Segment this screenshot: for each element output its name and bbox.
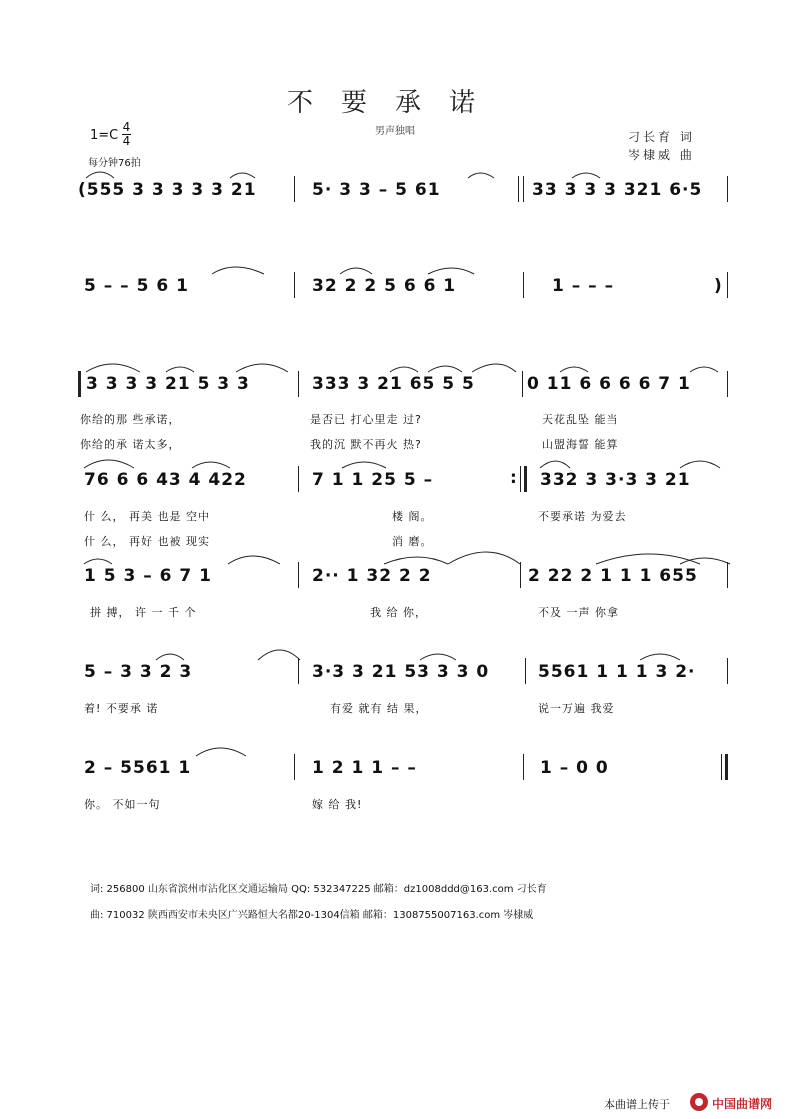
- lyric-row-4-v2-b: 消 磨。: [392, 535, 433, 548]
- score-row-1-measure-a: (555 3 3 3 3 3 21: [78, 180, 257, 200]
- score-row-2-measure-b: 32 2 2 5 6 6 1: [312, 276, 457, 296]
- score-row-1-measure-c: 33 3 3 3 321 6·5: [532, 180, 703, 200]
- lyricist-credit: 刁长育 词: [628, 130, 695, 144]
- score-row-5-measure-b: 2·· 1 32 2 2: [312, 566, 432, 586]
- score-row-1-measure-b: 5· 3 3 – 5 61: [312, 180, 441, 200]
- time-sig-bottom: 4: [122, 134, 131, 148]
- upload-note: 本曲谱上传于: [604, 1098, 670, 1111]
- score-row-6-measure-c: 5561 1 1 1 3 2·: [538, 662, 696, 682]
- score-row-6-measure-b: 3·3 3 21 53 3 3 0: [312, 662, 490, 682]
- score-row-7-measure-a: 2 – 5561 1: [84, 758, 192, 778]
- score-row-7-measure-c: 1 – 0 0: [540, 758, 609, 778]
- score-row-3-measure-c: 0 11 6 6 6 6 7 1: [527, 374, 691, 394]
- key-signature: 1=C: [90, 128, 119, 143]
- lyric-row-5-c: 不及 一声 你拿: [538, 606, 619, 619]
- composer-credit: 岑棣威 曲: [628, 148, 695, 162]
- score-row-4-measure-a: 76 6 6 43 4 422: [84, 470, 247, 490]
- lyricist-contact: 词: 256800 山东省滨州市沾化区交通运输局 QQ: 532347225 邮箱：dz1008ddd@163.com 刁长育: [90, 884, 547, 895]
- time-sig-top: 4: [122, 120, 131, 134]
- score-row-6-measure-a: 5 – 3 3 2 3: [84, 662, 193, 682]
- score-row-3-measure-a: 3 3 3 3 21 5 3 3: [86, 374, 250, 394]
- score-row-5-measure-c: 2 22 2 1 1 1 655: [528, 566, 698, 586]
- lyric-row-4-v2-a: 什 么， 再好 也被 现实: [84, 535, 210, 548]
- lyric-row-6-b: 有爱 就有 结 果，: [330, 702, 428, 715]
- lyric-row-3-v1-c: 天花乱坠 能当: [542, 413, 619, 426]
- lyric-row-5-b: 我 给 你，: [370, 606, 427, 619]
- lyric-row-5-a: 拼 搏， 许 一 千 个: [90, 606, 197, 619]
- tempo-marking: 每分钟76拍: [88, 158, 141, 169]
- lyric-row-6-a: 着! 不要承 诺: [84, 702, 159, 715]
- score-row-3-measure-b: 333 3 21 65 5 5: [312, 374, 475, 394]
- site-logo-icon: [690, 1093, 708, 1111]
- composer-contact: 曲: 710032 陕西西安市未央区广兴路恒大名都20-1304信箱 邮箱：1308755007163.com 岑棣威: [90, 910, 534, 921]
- score-row-2-measure-c: 1 – – –: [552, 276, 615, 296]
- score-row-4-measure-c: 332 3 3·3 3 21: [540, 470, 691, 490]
- lyric-row-7-a: 你。 不如一句: [84, 798, 161, 811]
- lyric-row-3-v1-b: 是否已 打心里走 过?: [310, 413, 422, 426]
- page-title: 不要承诺: [286, 88, 503, 118]
- lyric-row-4-v1-c: 不要承诺 为爱去: [538, 510, 627, 523]
- site-logo-text: 中国曲谱网: [712, 1097, 773, 1111]
- lyric-row-3-v2-a: 你给的承 诺太多，: [80, 438, 181, 451]
- score-row-5-measure-a: 1 5 3 – 6 7 1: [84, 566, 212, 586]
- score-row-7-measure-b: 1 2 1 1 – –: [312, 758, 417, 778]
- score-row-2-close-paren: ): [714, 276, 723, 296]
- lyric-row-7-b: 嫁 给 我!: [312, 798, 363, 811]
- lyric-row-3-v2-b: 我的沉 默不再火 热?: [310, 438, 422, 451]
- subtitle: 男声独唱: [375, 126, 415, 137]
- score-row-2-measure-a: 5 – – 5 6 1: [84, 276, 189, 296]
- score-row-4-measure-b: 7 1 1 25 5 –: [312, 470, 434, 490]
- lyric-row-4-v1-a: 什 么， 再美 也是 空中: [84, 510, 210, 523]
- lyric-row-6-c: 说一万遍 我爱: [538, 702, 615, 715]
- repeat-end-dots: :: [510, 468, 518, 488]
- lyric-row-4-v1-b: 楼 阁。: [392, 510, 433, 523]
- lyric-row-3-v2-c: 山盟海誓 能算: [542, 438, 619, 451]
- lyric-row-3-v1-a: 你给的那 些承诺，: [80, 413, 181, 426]
